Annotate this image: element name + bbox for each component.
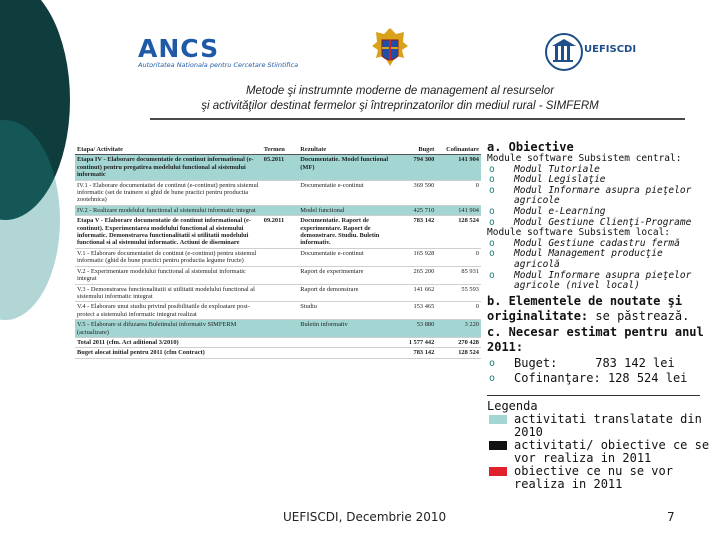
module-name: Modul Informare asupra pieţelor agricole (nivel local) bbox=[514, 269, 692, 292]
table-cell: Raport de demonstrare bbox=[298, 284, 391, 302]
ancs-logo-text: ANCS bbox=[138, 34, 220, 63]
table-cell: 265 200 bbox=[392, 266, 437, 284]
legend-swatch-icon bbox=[489, 441, 507, 450]
table-cell bbox=[262, 337, 299, 347]
table-cell: 0 bbox=[436, 180, 481, 205]
budget-item bbox=[487, 371, 712, 386]
bullet-icon: o bbox=[489, 357, 496, 369]
table-cell: 165 928 bbox=[392, 248, 437, 266]
table-cell: 3 220 bbox=[436, 320, 481, 338]
table-cell: 425 710 bbox=[392, 205, 437, 215]
budget-heading: c. Necesar estimat pentru anul 2011: bbox=[487, 324, 704, 355]
table-cell: 05.2011 bbox=[262, 155, 299, 180]
table-cell bbox=[262, 348, 299, 358]
uefiscdi-logo bbox=[544, 30, 654, 80]
table-cell: 85 931 bbox=[436, 266, 481, 284]
legend-divider bbox=[487, 395, 700, 396]
slide-title bbox=[160, 84, 640, 114]
novelty-paragraph bbox=[487, 294, 712, 325]
table-row bbox=[75, 284, 481, 302]
table-header-cell: Rezultate bbox=[298, 145, 391, 155]
table-row bbox=[75, 205, 481, 215]
table-cell: 55 593 bbox=[436, 284, 481, 302]
legend-label: obiective ce nu se vor realiza in 2011 bbox=[514, 463, 673, 491]
table-row bbox=[75, 302, 481, 320]
module-name: Modul Gestiune Clienţi-Programe bbox=[514, 216, 692, 228]
budget-item-name: Buget: bbox=[514, 355, 558, 370]
table-cell: 141 662 bbox=[392, 284, 437, 302]
local-modules-heading: Module software Subsistem local: bbox=[487, 227, 671, 239]
table-header-cell: Termen bbox=[262, 145, 299, 155]
table-cell: 270 428 bbox=[436, 337, 481, 347]
budget-item-name: Cofinanţare: bbox=[514, 370, 601, 385]
table-cell bbox=[298, 337, 391, 347]
table-cell: Documentatie. Raport de experimentare. Raport de demonstrare. Studiu. Buletin informativ. bbox=[298, 216, 391, 249]
content-panel bbox=[487, 140, 712, 491]
table-cell: Etapa V - Elaborare documentatie de continut informational (e-continut). Experimentarea modelului functional al sistemului informatic. Demonstrarea functionalitatii si utilitatii modelului functional si al sistemului informatic. Actiuni de diseminare bbox=[75, 216, 262, 249]
table-cell: 128 524 bbox=[436, 216, 481, 249]
budget-list bbox=[487, 356, 712, 386]
module-list-item bbox=[487, 186, 712, 207]
table-row bbox=[75, 348, 481, 358]
coat-of-arms-icon bbox=[370, 26, 410, 78]
ancs-logo-subtitle: Autoritatea Nationala pentru Cercetare Stiintifica bbox=[138, 61, 299, 69]
bullet-icon: o bbox=[489, 184, 495, 196]
novelty-text: se păstrează. bbox=[595, 309, 690, 324]
table-cell: 1 577 442 bbox=[392, 337, 437, 347]
module-name: Modul Legislaţie bbox=[514, 174, 606, 186]
table-cell: 53 880 bbox=[392, 320, 437, 338]
bullet-icon: o bbox=[489, 174, 495, 186]
bullet-icon: o bbox=[489, 269, 495, 281]
footer-text: UEFISCDI, Decembrie 2010 bbox=[283, 510, 447, 524]
table-cell: V.3 - Demonstrarea functionalitatii si utilitatii modelului functional al sistemului informatic integrat bbox=[75, 284, 262, 302]
budget-item-value: 783 142 lei bbox=[595, 355, 675, 370]
objectives-heading: a. Obiective bbox=[487, 140, 574, 154]
table-cell: 0 bbox=[436, 248, 481, 266]
bullet-icon: o bbox=[489, 216, 495, 228]
table-row bbox=[75, 266, 481, 284]
module-list-item bbox=[487, 249, 712, 270]
table-cell: 141 904 bbox=[436, 205, 481, 215]
budget-table-document bbox=[75, 145, 481, 465]
table-row bbox=[75, 248, 481, 266]
table-cell: 0 bbox=[436, 302, 481, 320]
table-cell: Etapa IV - Elaborare documentatie de continut informational (e-continut) pentru pregatirea modelului functional al sistemului informatic bbox=[75, 155, 262, 180]
legend-label: activitati translatate din 2010 bbox=[514, 411, 702, 439]
table-cell: 09.2011 bbox=[262, 216, 299, 249]
table-cell: V.4 - Elaborare unui studiu privind posibilitatile de exploatare post-proiect a sistemului informatic integrat realizat bbox=[75, 302, 262, 320]
table-cell: Documentatie e-continut bbox=[298, 248, 391, 266]
table-cell: 369 590 bbox=[392, 180, 437, 205]
legend-swatch-icon bbox=[489, 467, 507, 476]
table-cell: 141 904 bbox=[436, 155, 481, 180]
table-header-cell: Cofinantare bbox=[436, 145, 481, 155]
table-cell: 783 142 bbox=[392, 216, 437, 249]
legend-label: activitati/ obiective ce se vor realiza in 2011 bbox=[514, 437, 710, 465]
legend-list bbox=[487, 413, 712, 491]
legend bbox=[487, 400, 712, 491]
bullet-icon: o bbox=[489, 163, 495, 175]
table-header-cell: Etapa/ Activitate bbox=[75, 145, 262, 155]
novelty-label: b. Elementele de noutate şi originalitate: bbox=[487, 293, 683, 324]
table-cell: 783 142 bbox=[392, 348, 437, 358]
activities-table bbox=[75, 145, 481, 359]
table-cell bbox=[262, 180, 299, 205]
table-cell bbox=[262, 205, 299, 215]
table-cell: V.1 - Elaborare documentatiei de continut (e-continut) pentru sistemul informatic (ghid de bune practici pentru productia legume fructe) bbox=[75, 248, 262, 266]
slide-title-line2: şi activităţilor destinat fermelor şi întreprinzatorilor din mediul rural - SIMFERM bbox=[201, 100, 599, 112]
table-cell bbox=[298, 348, 391, 358]
table-cell: Total 2011 (cfm. Act aditional 3/2010) bbox=[75, 337, 262, 347]
table-row bbox=[75, 320, 481, 338]
table-row bbox=[75, 180, 481, 205]
legend-title: Legenda bbox=[487, 398, 538, 413]
bullet-icon: o bbox=[489, 372, 496, 384]
table-cell bbox=[262, 248, 299, 266]
table-row bbox=[75, 216, 481, 249]
table-cell: 794 300 bbox=[392, 155, 437, 180]
table-cell bbox=[262, 266, 299, 284]
bullet-icon: o bbox=[489, 248, 495, 260]
table-cell: IV.1 - Elaborare documentatiei de continut (e-continut) pentru sistemul informatic (set de trainere si ghid de bune practici pentru productia zootehnica) bbox=[75, 180, 262, 205]
title-divider bbox=[150, 118, 685, 120]
table-cell: Buget alocat initial pentru 2011 (cfm Contract) bbox=[75, 348, 262, 358]
bullet-icon: o bbox=[489, 205, 495, 217]
page-number: 7 bbox=[667, 510, 675, 524]
table-cell: Documentatie e-continut bbox=[298, 180, 391, 205]
table-row bbox=[75, 337, 481, 347]
budget-item-value: 128 524 lei bbox=[607, 370, 688, 385]
table-cell: 128 524 bbox=[436, 348, 481, 358]
module-name: Modul e-Learning bbox=[514, 205, 606, 217]
table-cell: 153 465 bbox=[392, 302, 437, 320]
table-cell: IV.2 - Realizare modelului functional al sistemului informatic integrat bbox=[75, 205, 262, 215]
table-row bbox=[75, 155, 481, 180]
module-list-item bbox=[487, 218, 712, 229]
central-modules-list bbox=[487, 165, 712, 229]
table-cell: Raport de experimentare bbox=[298, 266, 391, 284]
local-modules-list bbox=[487, 239, 712, 292]
legend-swatch-icon bbox=[489, 415, 507, 424]
module-list-item bbox=[487, 271, 712, 292]
slide-title-line1: Metode şi instrumnte moderne de management al resurselor bbox=[245, 85, 555, 97]
table-cell: Documentatie. Model functional (MF) bbox=[298, 155, 391, 180]
bullet-icon: o bbox=[489, 237, 495, 249]
table-cell bbox=[262, 320, 299, 338]
uefiscdi-emblem-icon bbox=[544, 30, 584, 74]
module-name: Modul Management producţie agricolă bbox=[514, 248, 663, 270]
table-header-cell: Buget bbox=[392, 145, 437, 155]
module-name: Modul Tutoriale bbox=[514, 163, 600, 175]
table-cell: Studiu bbox=[298, 302, 391, 320]
table-cell: V.5 - Elaborare si difuzarea Buletinului informativ SIMFERM (actualizare) bbox=[75, 320, 262, 338]
ancs-logo bbox=[138, 34, 308, 74]
table-cell bbox=[262, 284, 299, 302]
uefiscdi-logo-text: UEFISCDI bbox=[584, 44, 637, 55]
budget-item bbox=[487, 356, 712, 371]
table-cell bbox=[262, 302, 299, 320]
table-cell: Model functional bbox=[298, 205, 391, 215]
legend-item bbox=[487, 465, 712, 491]
legend-item bbox=[487, 413, 712, 439]
module-name: Modul Informare asupra pieţelor agricole bbox=[514, 184, 692, 207]
module-name: Modul Gestiune cadastru fermă bbox=[514, 237, 680, 249]
table-header-row bbox=[75, 145, 481, 155]
central-modules-heading: Module software Subsistem central: bbox=[487, 153, 682, 164]
table-cell: V.2 - Experimentare modelului functional al sistemului informatic integrat bbox=[75, 266, 262, 284]
legend-item bbox=[487, 439, 712, 465]
table-cell: Buletin informativ bbox=[298, 320, 391, 338]
